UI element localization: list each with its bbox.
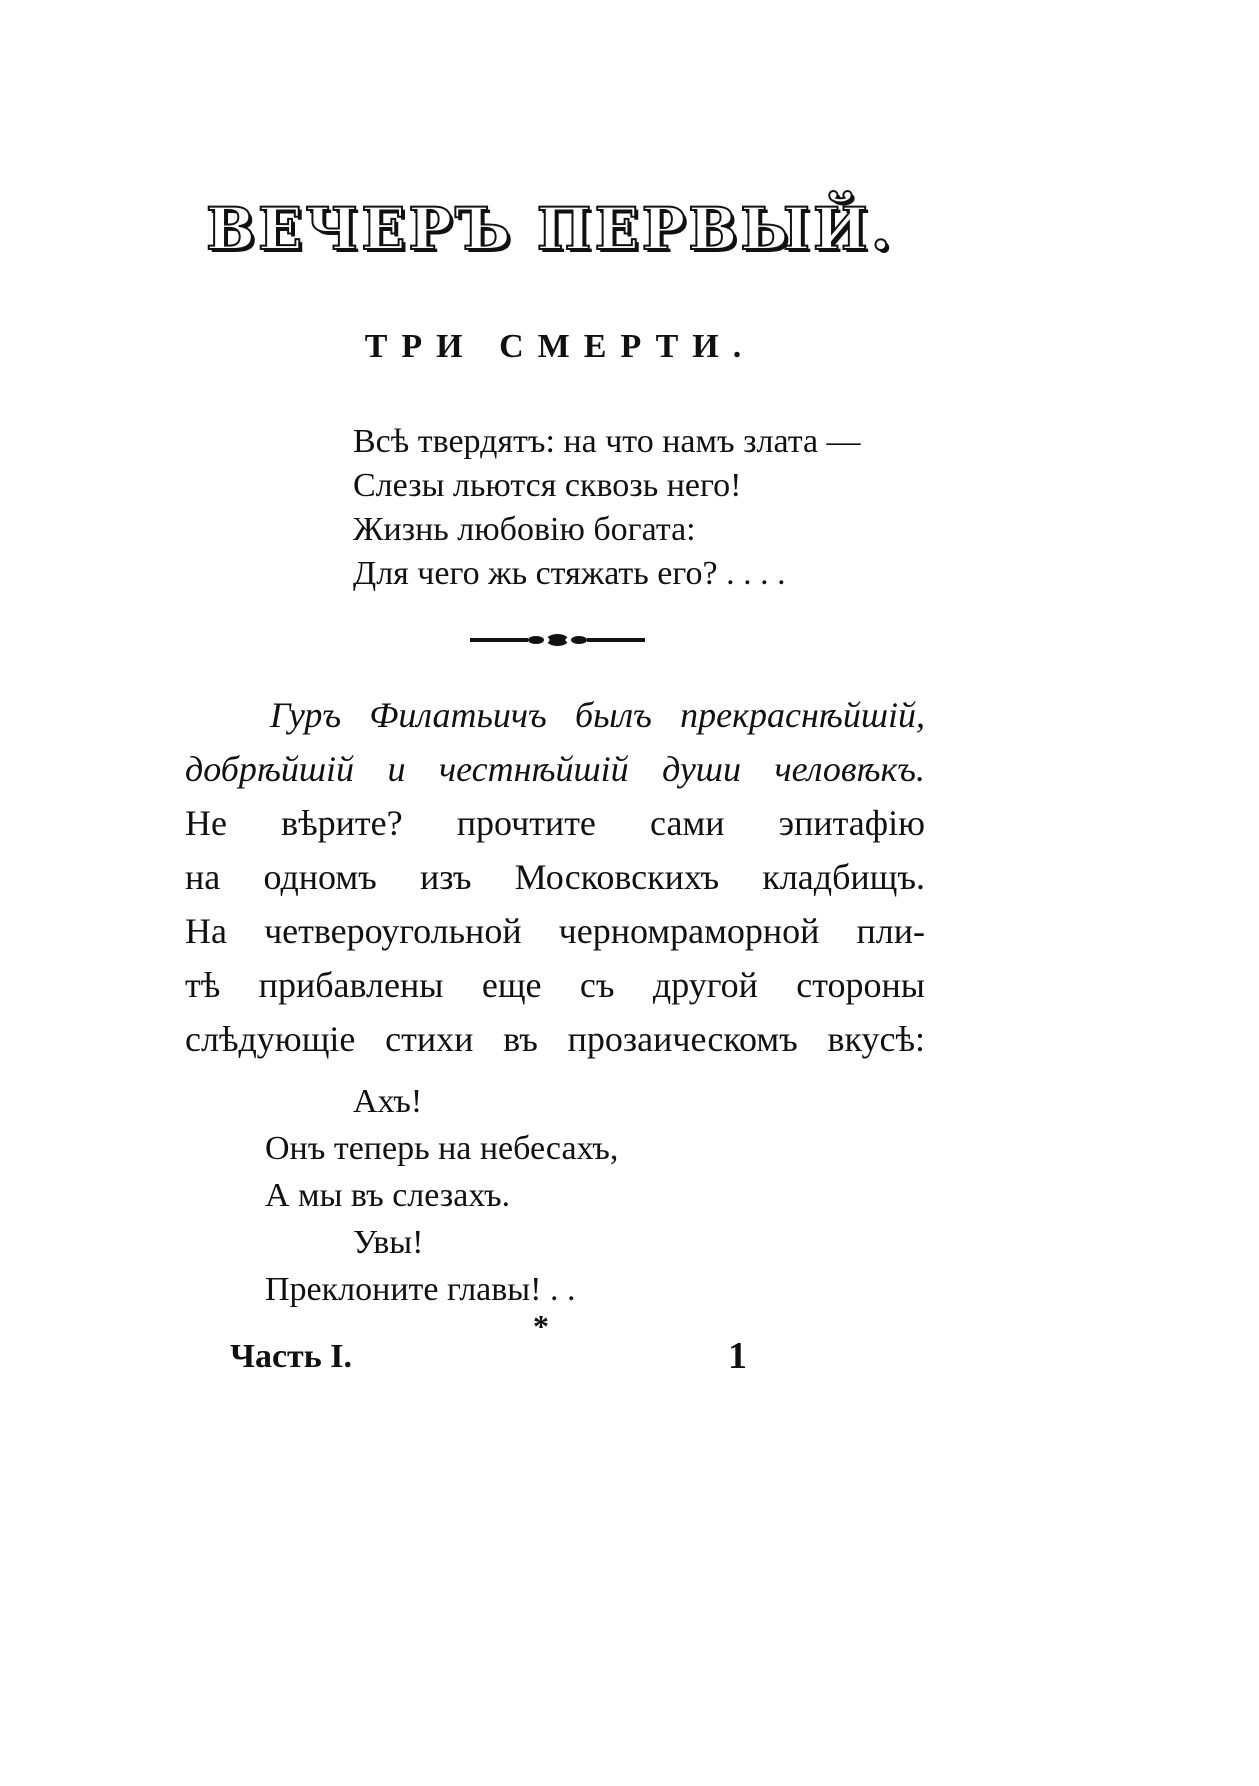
prose-line: на одномъ изъ Московскихъ кладбищъ. [185,857,925,897]
epigraph-line: Слезы льются сквозь него! [353,467,742,504]
prose-line: Гуръ Филатьичъ былъ прекраснѣйшій, [270,695,925,735]
signature-asterisk: * [533,1308,549,1344]
verse-line: Преклоните главы! . . [265,1271,576,1308]
epigraph [353,420,953,596]
section-subtitle: ТРИ СМЕРТИ. [364,328,756,365]
part-label: Часть I. [230,1338,352,1375]
prose-paragraph [185,688,925,1066]
verse-line: Увы! [353,1224,424,1261]
epigraph-line: Для чего жь стяжать его? . . . . [353,555,786,592]
epigraph-line: Жизнь любовію богата: [353,511,696,548]
prose-line: слѣдующіе стихи въ прозаическомъ вкусѣ: [185,1019,925,1059]
chapter-title: ВЕЧЕРЪ ПЕРВЫЙ. [206,195,894,263]
verse-line: Онъ теперь на небесахъ, [265,1130,619,1167]
ornament-divider-icon [470,628,645,652]
epigraph-line: Всѣ твердятъ: на что намъ злата — [353,423,861,460]
verse-line: Ахъ! [353,1083,423,1120]
sheet-number: 1 [728,1335,747,1377]
prose-line: На четвероугольной черномраморной пли- [185,911,925,951]
epitaph-verse [265,1078,765,1313]
prose-line: Не вѣрите? прочтите сами эпитафію [185,803,925,843]
prose-line: добрѣйшій и честнѣйшій души человѣкъ. [185,749,925,789]
verse-line: А мы въ слезахъ. [265,1177,511,1214]
prose-line: тѣ прибавлены еще съ другой стороны [185,965,925,1005]
